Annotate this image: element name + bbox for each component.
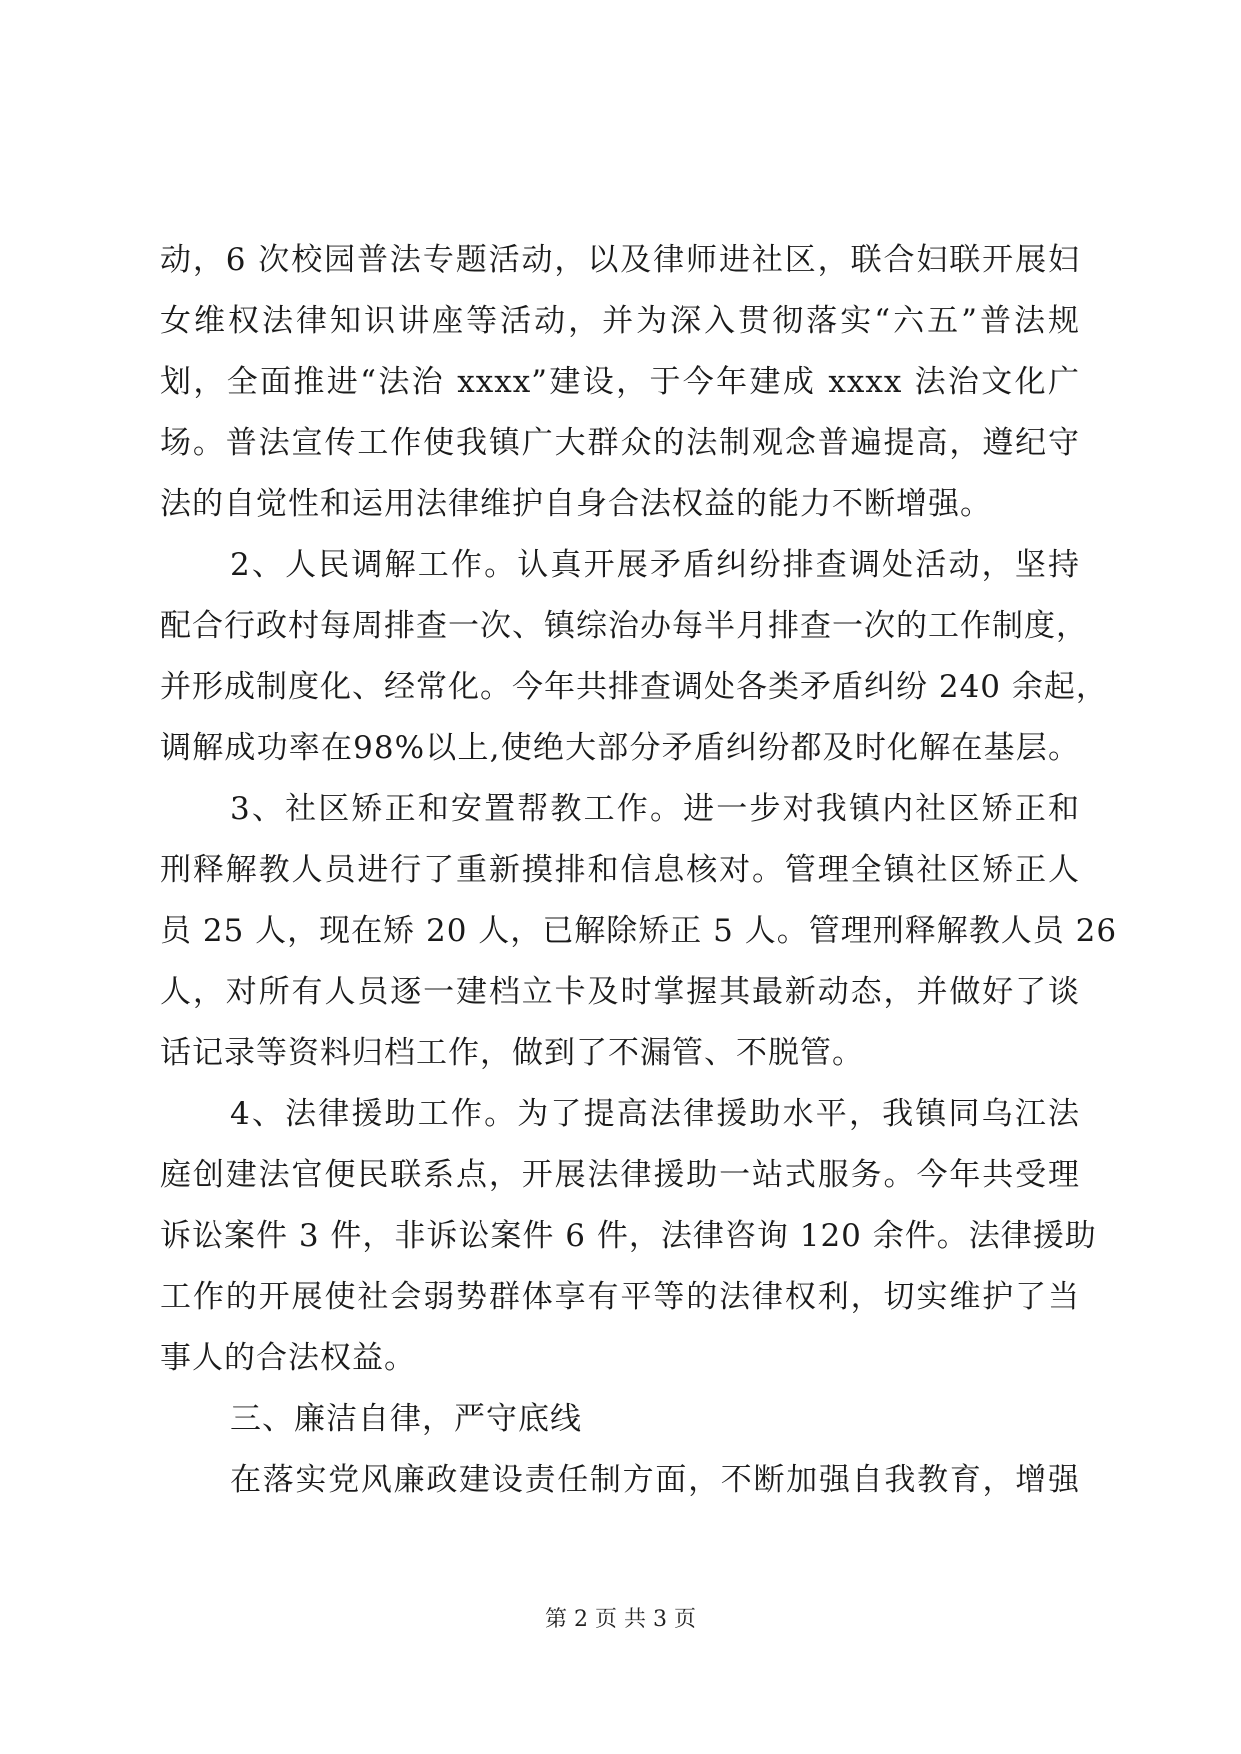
body-line: 动，6 次校园普法专题活动，以及律师进社区，联合妇联开展妇 (160, 242, 1080, 278)
body-line: 配合行政村每周排查一次、镇综治办每半月排查一次的工作制度， (160, 608, 1088, 644)
body-line: 法的自觉性和运用法律维护自身合法权益的能力不断增强。 (160, 486, 992, 522)
body-line: 话记录等资料归档工作，做到了不漏管、不脱管。 (160, 1035, 864, 1071)
section-heading: 三、廉洁自律，严守底线 (230, 1401, 582, 1437)
body-line: 员 25 人，现在矫 20 人，已解除矫正 5 人。管理刑释解教人员 26 (160, 913, 1118, 949)
document-body (160, 230, 1118, 1511)
body-line: 调解成功率在98%以上,使绝大部分矛盾纠纷都及时化解在基层。 (160, 730, 1080, 766)
body-line: 事人的合法权益。 (160, 1340, 416, 1376)
body-line: 诉讼案件 3 件，非诉讼案件 6 件，法律咨询 120 余件。法律援助 (160, 1218, 1097, 1254)
paragraph-3-start: 3、社区矫正和安置帮教工作。进一步对我镇内社区矫正和 (230, 791, 1080, 827)
paragraph-section-3-start: 在落实党风廉政建设责任制方面，不断加强自我教育，增强 (230, 1462, 1080, 1498)
body-line: 庭创建法官便民联系点，开展法律援助一站式服务。今年共受理 (160, 1157, 1080, 1193)
body-line: 并形成制度化、经常化。今年共排查调处各类矛盾纠纷 240 余起， (160, 669, 1108, 705)
paragraph-2-start: 2、人民调解工作。认真开展矛盾纠纷排查调处活动，坚持 (230, 547, 1080, 583)
page-number-footer: 第 2 页 共 3 页 (545, 1607, 696, 1632)
body-line: 刑释解教人员进行了重新摸排和信息核对。管理全镇社区矫正人 (160, 852, 1080, 888)
body-line: 划，全面推进“法治 xxxx”建设，于今年建成 xxxx 法治文化广 (160, 364, 1080, 400)
body-line: 人，对所有人员逐一建档立卡及时掌握其最新动态，并做好了谈 (160, 974, 1080, 1010)
paragraph-4-start: 4、法律援助工作。为了提高法律援助水平，我镇同乌江法 (230, 1096, 1080, 1132)
body-line: 女维权法律知识讲座等活动，并为深入贯彻落实“六五”普法规 (160, 303, 1080, 339)
body-line: 工作的开展使社会弱势群体享有平等的法律权利，切实维护了当 (160, 1279, 1080, 1315)
body-line: 场。普法宣传工作使我镇广大群众的法制观念普遍提高，遵纪守 (160, 425, 1080, 461)
